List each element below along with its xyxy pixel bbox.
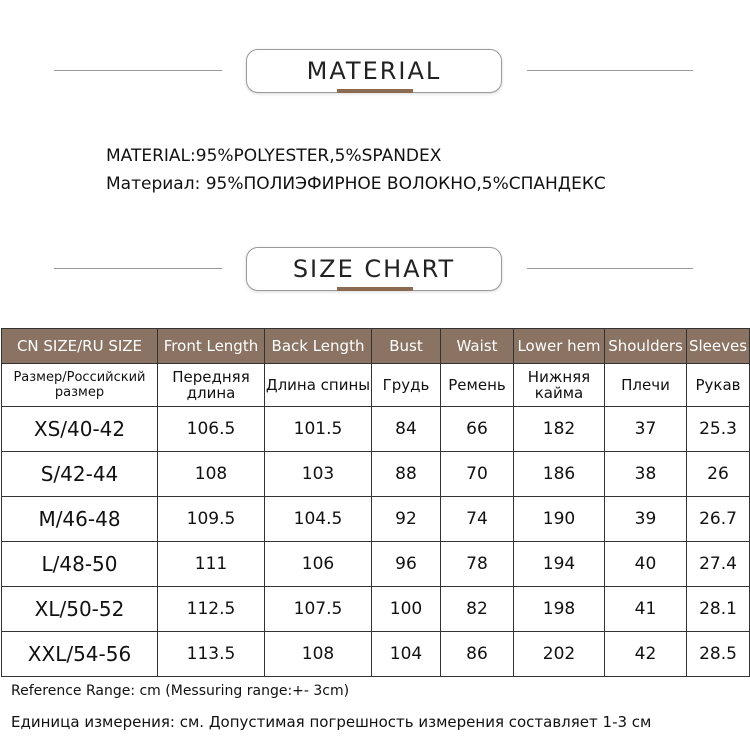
table-cell: 66 [441,407,514,452]
table-cell: 26 [687,452,750,497]
table-cell: 194 [514,542,605,587]
table-cell: 88 [372,452,441,497]
table-row [2,587,750,632]
material-composition-en: MATERIAL:95%POLYESTER,5%SPANDEX [106,146,442,166]
table-cell: 28.1 [687,587,750,632]
col-header-front-length: Front Length [158,329,265,364]
table-cell: 106 [265,542,372,587]
table-cell: 104.5 [265,497,372,542]
table-cell: 107.5 [265,587,372,632]
table-cell: 38 [605,452,687,497]
table-cell: 198 [514,587,605,632]
table-row [2,542,750,587]
table-cell: 74 [441,497,514,542]
table-cell: 182 [514,407,605,452]
table-cell: 28.5 [687,632,750,677]
divider-line [527,70,693,71]
table-cell: 42 [605,632,687,677]
divider-line [54,70,222,71]
reference-range-note-ru: Единица измерения: см. Допустимая погрешность измерения составляет 1-3 см [11,713,652,731]
material-composition-ru: Материал: 95%ПОЛИЭФИРНОЕ ВОЛОКНО,5%СПАНДЕКС [106,174,606,194]
table-row [2,497,750,542]
table-cell: M/46-48 [2,497,158,542]
table-cell: XL/50-52 [2,587,158,632]
size-chart-heading: SIZE CHART [246,247,502,291]
table-cell: XS/40-42 [2,407,158,452]
col-header-size: CN SIZE/RU SIZE [2,329,158,364]
table-cell: 186 [514,452,605,497]
table-cell: L/48-50 [2,542,158,587]
heading-accent-bar [337,89,413,93]
col-header-ru: Длина спины [265,364,372,407]
col-header-lower-hem: Lower hem [514,329,605,364]
heading-accent-bar [337,287,413,291]
table-cell: 86 [441,632,514,677]
material-section-header [0,49,750,93]
table-cell: 70 [441,452,514,497]
col-header-ru: Плечи [605,364,687,407]
table-row [2,632,750,677]
table-cell: 113.5 [158,632,265,677]
table-cell: 108 [158,452,265,497]
col-header-waist: Waist [441,329,514,364]
table-cell: 109.5 [158,497,265,542]
size-chart-section-header [0,247,750,291]
col-header-back-length: Back Length [265,329,372,364]
col-header-shoulders: Shoulders [605,329,687,364]
table-cell: 111 [158,542,265,587]
table-cell: 96 [372,542,441,587]
size-chart-table [1,328,750,677]
table-cell: 104 [372,632,441,677]
col-header-ru: Передняя длина [158,364,265,407]
col-header-ru: Рукав [687,364,750,407]
table-cell: 78 [441,542,514,587]
table-cell: 202 [514,632,605,677]
table-cell: 100 [372,587,441,632]
col-header-ru: Размер/Российский размер [2,364,158,407]
table-cell: 106.5 [158,407,265,452]
table-cell: XXL/54-56 [2,632,158,677]
table-row [2,407,750,452]
table-cell: 41 [605,587,687,632]
col-header-ru: Грудь [372,364,441,407]
table-cell: 92 [372,497,441,542]
table-cell: 82 [441,587,514,632]
table-row [2,452,750,497]
table-cell: 26.7 [687,497,750,542]
table-cell: 112.5 [158,587,265,632]
table-header-row [2,329,750,364]
table-cell: 40 [605,542,687,587]
table-cell: 84 [372,407,441,452]
table-cell: 25.3 [687,407,750,452]
col-header-ru: Ремень [441,364,514,407]
table-cell: 37 [605,407,687,452]
reference-range-note-en: Reference Range: cm (Messuring range:+- 3cm) [11,683,350,699]
divider-line [54,268,222,269]
col-header-bust: Bust [372,329,441,364]
divider-line [527,268,693,269]
table-cell: 39 [605,497,687,542]
col-header-ru: Нижняя кайма [514,364,605,407]
table-cell: 27.4 [687,542,750,587]
table-cell: 101.5 [265,407,372,452]
table-cell: 103 [265,452,372,497]
table-header-row-ru [2,364,750,407]
col-header-sleeves: Sleeves [687,329,750,364]
material-heading: MATERIAL [246,49,502,93]
table-cell: 190 [514,497,605,542]
table-cell: S/42-44 [2,452,158,497]
table-cell: 108 [265,632,372,677]
